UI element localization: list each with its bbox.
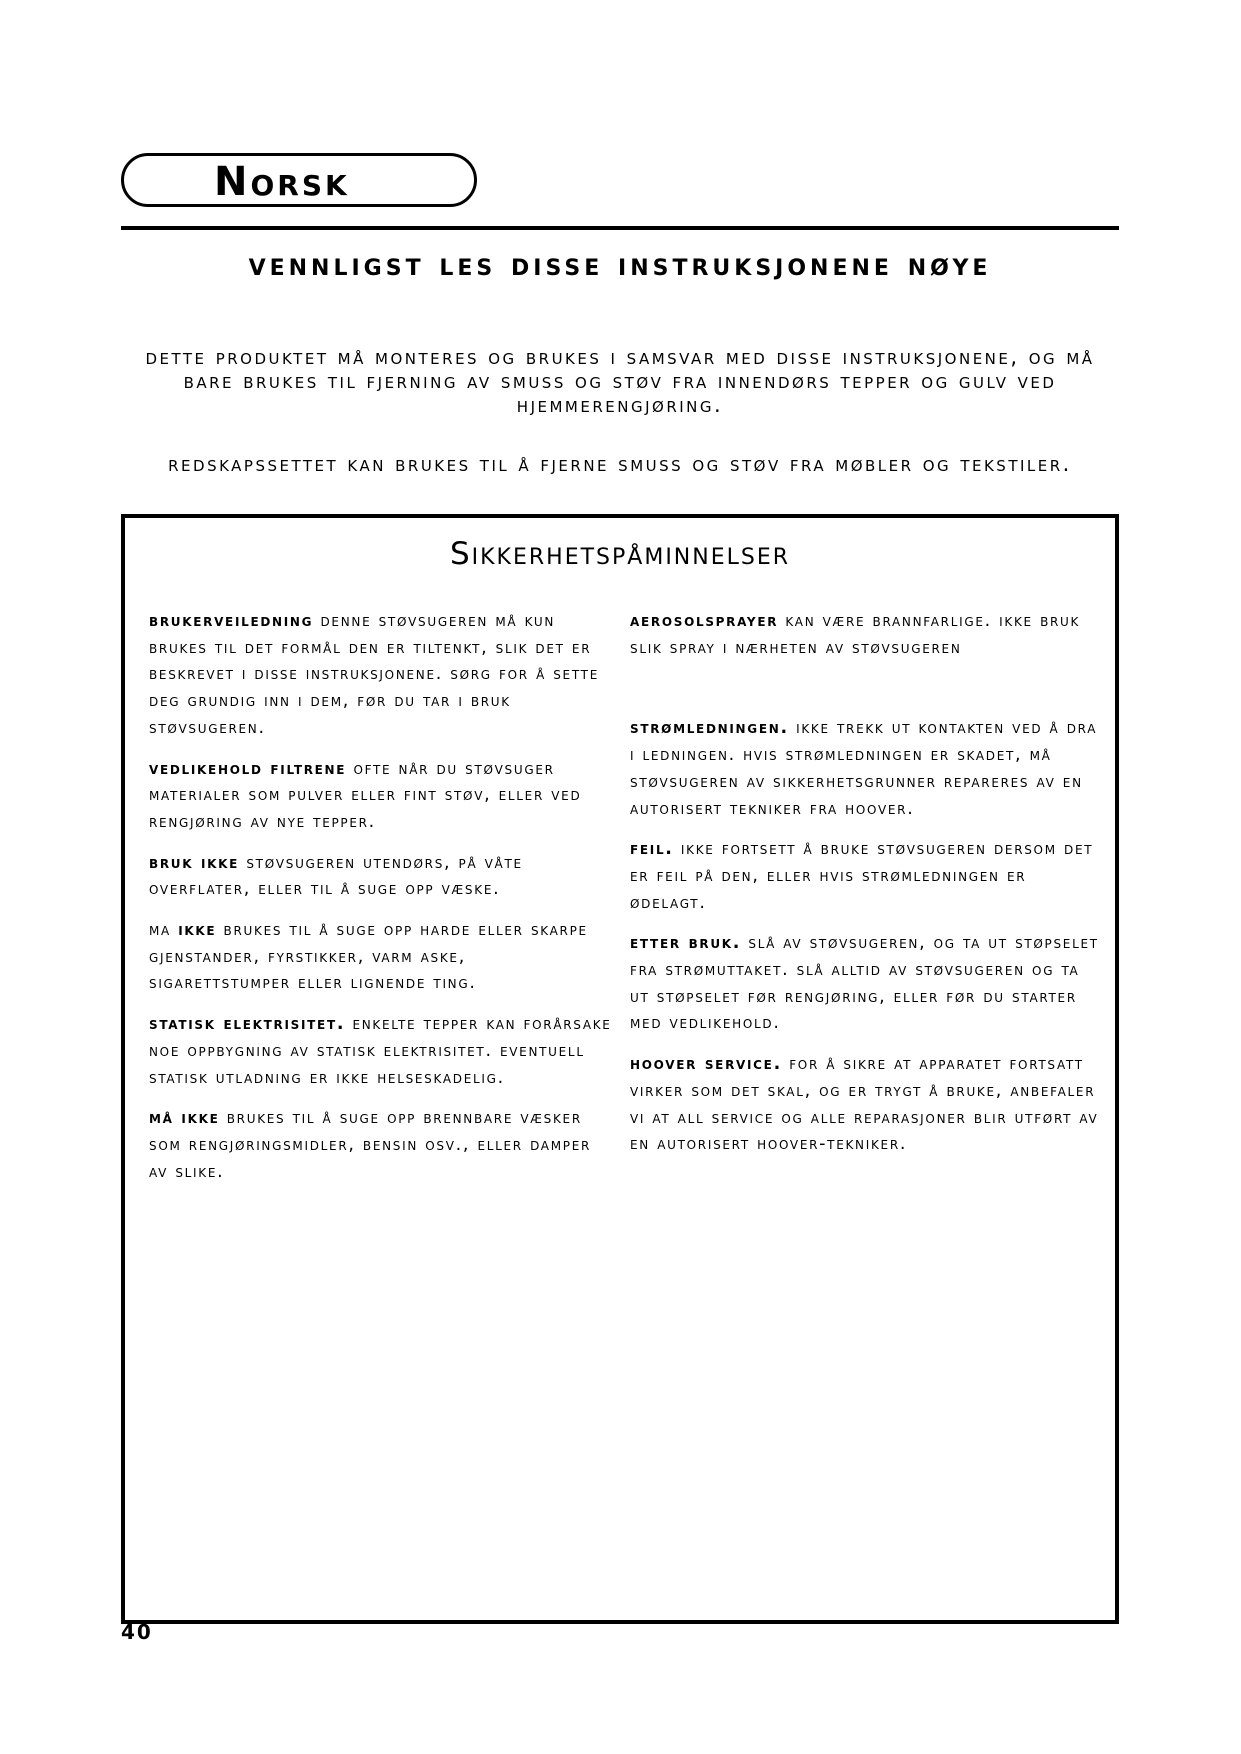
safety-title: Sikkerhetspåminnelser [449,536,791,572]
safety-item: må ikke brukes til å suge opp brennbare væsker som rengjøringsmidler, bensin osv., eller damper av slike. [149,1108,592,1182]
intro-paragraph-2: redskapssettet kan brukes til å fjerne smuss og støv fra møbler og tekstiler. [168,452,1072,476]
safety-item: bruk ikke støvsugeren utendørs, på våte overflater, eller til å suge opp væske. [149,852,523,900]
header-rule [121,226,1119,230]
page-number: 40 [121,1620,153,1644]
safety-item: strømledningen. ikke trekk ut kontakten ved å dra i ledningen. hvis strømledningen er skadet, må støvsugeren av sikkerhetsgrunner repareres av en autorisert tekniker fra hoover. [630,718,1098,819]
language-tab-label: Norsk [214,159,350,205]
page-heading: vennligst les disse instruksjonene nøye [248,247,992,283]
safety-item: feil. ikke fortsett å bruke støvsugeren dersom det er feil på den, eller hvis strømledningen er ødelagt. [630,839,1094,913]
safety-column-right [630,608,1100,1172]
safety-item: hoover service. for å sikre at apparatet fortsatt virker som det skal, og er trygt å bruke, anbefaler vi at all service og alle reparasjoner blir utført av en autorisert hoover-tekniker. [630,1054,1099,1155]
intro-paragraph-1: dette produktet må monteres og brukes i samsvar med disse instruksjonene, og må bare brukes til fjerning av smuss og støv fra innendørs tepper og gulv ved hjemmerengjøring. [145,345,1095,417]
safety-item: statisk elektrisitet. enkelte tepper kan forårsake noe oppbygning av statisk elektrisitet. eventuell statisk utladning er ikke helseskadelig. [149,1014,612,1088]
language-tab [121,153,477,207]
safety-box [121,514,1119,1624]
safety-item: vedlikehold filtrene ofte når du støvsuger materialer som pulver eller fint støv, eller ved rengjøring av nye tepper. [149,758,582,832]
safety-item: brukerveiledning denne støvsugeren må kun brukes til det formål den er tiltenkt, slik det er beskrevet i disse instruksjonene. sørg for å sette deg grundig inn i dem, før du tar i bruk støvsugeren. [149,611,599,738]
safety-item: etter bruk. slå av støvsugeren, og ta ut støpselet fra strømuttaket. slå alltid av støvsugeren og ta ut støpselet før rengjøring, eller før du starter med vedlikehold. [630,933,1099,1034]
safety-item: aerosolsprayer kan være brannfarlige. ikke bruk slik spray i nærheten av støvsugeren [630,611,1081,658]
safety-column-left [149,608,614,1199]
safety-item: ma ikke brukes til å suge opp harde eller skarpe gjenstander, fyrstikker, varm aske, sigarettstumper eller lignende ting. [149,920,588,994]
